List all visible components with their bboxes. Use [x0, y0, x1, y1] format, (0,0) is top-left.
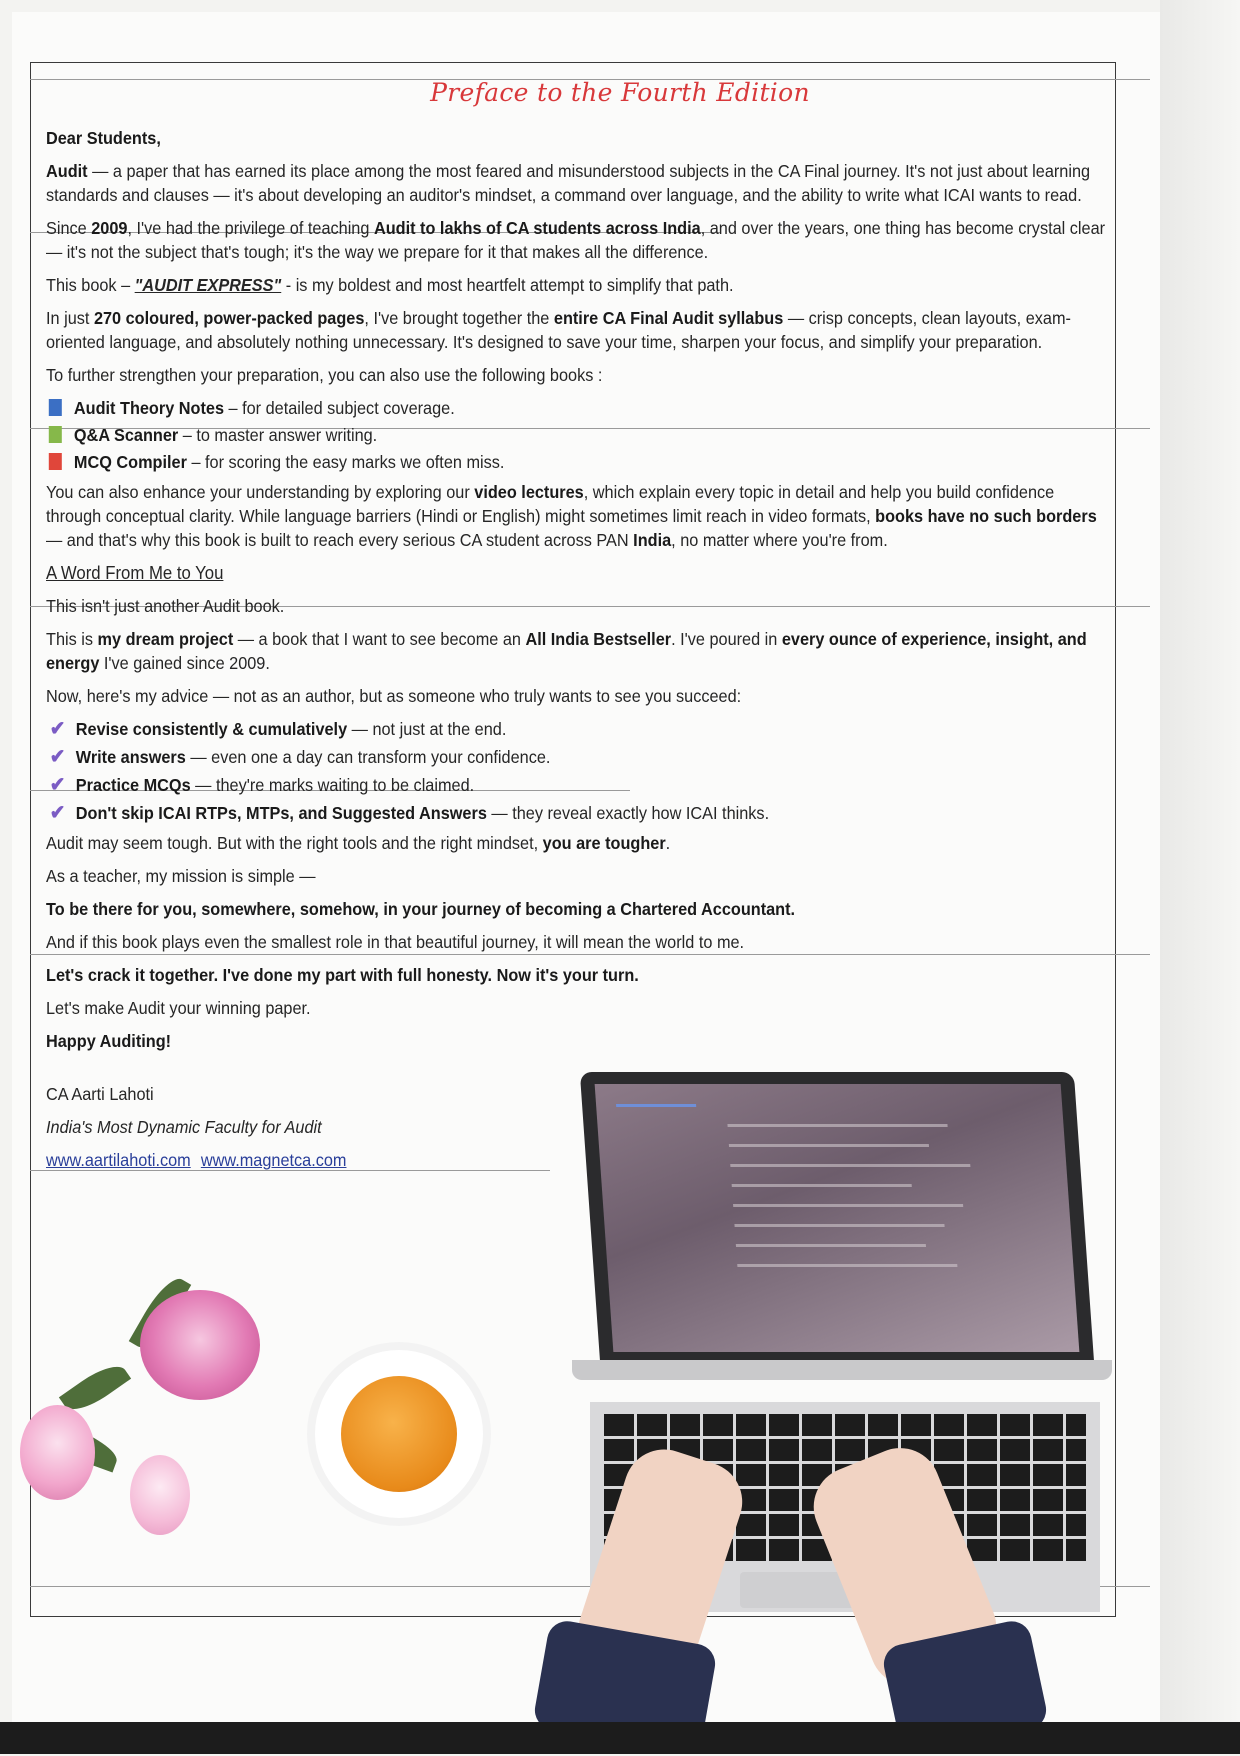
- paragraph-book-intro: This book – "AUDIT EXPRESS" - is my boldest and most heartfelt attempt to simplify that path.: [46, 275, 734, 295]
- laptop-hinge: [572, 1360, 1112, 1380]
- tea-cup: [315, 1350, 483, 1518]
- paragraph-winning-paper: Let's make Audit your winning paper.: [46, 998, 311, 1018]
- square-icon: [49, 399, 62, 416]
- tea: [341, 1376, 457, 1492]
- paragraph-other-books: To further strengthen your preparation, you can also use the following books :: [46, 365, 603, 385]
- peony-flower: [140, 1290, 260, 1400]
- check-mark-icon: ✔: [49, 746, 66, 768]
- list-item: ✔ Practice MCQs — they're marks waiting to be claimed.: [49, 774, 475, 796]
- page-title: Preface to the Fourth Edition: [430, 78, 810, 107]
- paragraph-mission-statement: To be there for you, somewhere, somehow, in your journey of becoming a Chartered Accountant.: [46, 899, 796, 919]
- square-icon: [49, 453, 62, 470]
- book-list: [46, 396, 1112, 474]
- paragraph-crack-it: Let's crack it together. I've done my part with full honesty. Now it's your turn.: [46, 965, 639, 985]
- author-role: India's Most Dynamic Faculty for Audit: [46, 1117, 322, 1137]
- list-item: MCQ Compiler – for scoring the easy marks we often miss.: [46, 450, 1112, 474]
- paragraph-not-another-book: This isn't just another Audit book.: [46, 596, 285, 616]
- check-mark-icon: ✔: [49, 802, 66, 824]
- check-mark-icon: ✔: [49, 774, 66, 796]
- check-mark-icon: ✔: [49, 718, 66, 740]
- website-link-magnetca[interactable]: www.magnetca.com: [200, 1150, 347, 1170]
- square-icon: [49, 426, 62, 443]
- peony-bud: [130, 1455, 190, 1535]
- greeting: Dear Students,: [46, 128, 161, 148]
- paragraph-happy-auditing: Happy Auditing!: [46, 1031, 172, 1051]
- list-item: ✔ Revise consistently & cumulatively — not just at the end.: [49, 718, 507, 740]
- list-item: Q&A Scanner – to master answer writing.: [46, 423, 1112, 447]
- page-edge-shadow: [1160, 0, 1240, 1754]
- paragraph-book-details: In just 270 coloured, power-packed pages, I've brought together the entire CA Final Audit syllabus — crisp concepts, clean layouts, exam-oriented language, and absolutely nothing unnecessary. It's designed to save your time, sharpen your focus, and simplify your preparation.: [46, 308, 1071, 352]
- paragraph-intro: Audit — a paper that has earned its place among the most feared and misunderstood subjects in the CA Final journey. It's not just about learning standards and clauses — it's about developing an auditor's mindset, a command over language, and the ability to write what ICAI wants to read.: [46, 161, 1091, 205]
- paragraph-mission: As a teacher, my mission is simple —: [46, 866, 316, 886]
- paragraph-tougher: Audit may seem tough. But with the right tools and the right mindset, you are tougher.: [46, 833, 671, 853]
- laptop-screen: [580, 1072, 1094, 1364]
- advice-list: [46, 717, 1112, 825]
- list-item: ✔ Write answers — even one a day can transform your confidence.: [49, 746, 551, 768]
- laptop-display: [595, 1084, 1080, 1352]
- paragraph-advice-intro: Now, here's my advice — not as an author, but as someone who truly wants to see you succeed:: [46, 686, 742, 706]
- website-link-aartilahoti[interactable]: www.aartilahoti.com: [46, 1150, 191, 1170]
- section-heading: A Word From Me to You: [46, 563, 224, 583]
- paragraph-world-to-me: And if this book plays even the smallest role in that beautiful journey, it will mean the world to me.: [46, 932, 745, 952]
- preface-body: [46, 126, 1112, 1181]
- author-name: CA Aarti Lahoti: [46, 1084, 154, 1104]
- paragraph-experience: Since 2009, I've had the privilege of teaching Audit to lakhs of CA students across India, and over the years, one thing has become crystal clear — it's not the subject that's tough; it's the way we prepare for it that makes all the difference.: [46, 218, 1106, 262]
- list-item: ✔ Don't skip ICAI RTPs, MTPs, and Suggested Answers — they reveal exactly how ICAI thinks.: [49, 802, 770, 824]
- paragraph-video-lectures: You can also enhance your understanding by exploring our video lectures, which explain every topic in detail and help you build confidence through conceptual clarity. While language barriers (Hindi or English) might sometimes limit reach in video formats, books have no such borders — and that's why this book is built to reach every serious CA student across PAN India, no matter where you're from.: [46, 482, 1097, 550]
- paragraph-dream-project: This is my dream project — a book that I want to see become an All India Bestseller. I've poured in every ounce of experience, insight, and energy I've gained since 2009.: [46, 629, 1087, 673]
- book-name: "AUDIT EXPRESS": [134, 275, 282, 295]
- list-item: Audit Theory Notes – for detailed subject coverage.: [46, 396, 1112, 420]
- scan-bottom-edge: [0, 1722, 1240, 1754]
- peony-bud: [20, 1405, 95, 1500]
